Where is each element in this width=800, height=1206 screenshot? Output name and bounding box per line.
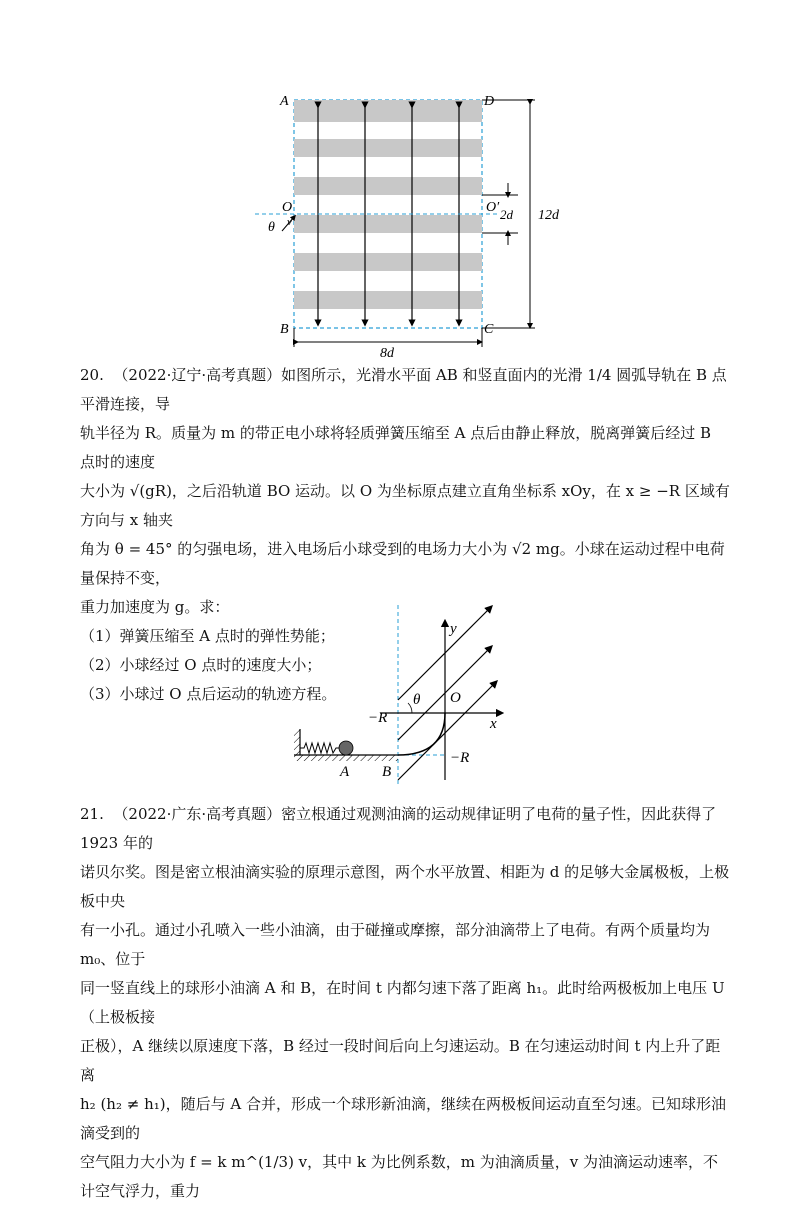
label-D: D bbox=[484, 94, 495, 109]
label-B: B bbox=[382, 764, 392, 780]
label-O: O bbox=[282, 200, 293, 215]
q21-source: （2022·广东·高考真题） bbox=[113, 805, 282, 823]
label-x: x bbox=[490, 716, 497, 732]
q21-line-1 bbox=[80, 800, 730, 858]
q21-text-1: 密立根通过观测油滴的运动规律证明了电荷的量子性，因此获得了 1923 年的 bbox=[80, 805, 717, 852]
q20-source: （2022·辽宁·高考真题） bbox=[113, 366, 282, 384]
label-theta: θ bbox=[268, 220, 275, 235]
label-A: A bbox=[280, 94, 289, 109]
spring bbox=[300, 743, 340, 753]
arc-track bbox=[398, 713, 445, 755]
gray-bands bbox=[294, 100, 482, 309]
q21-line-3: 有一小孔。通过小孔喷入一些小油滴，由于碰撞或摩擦，部分油滴带上了电荷。有两个质量均为 m₀、位于 bbox=[80, 921, 711, 968]
label-8d: 8d bbox=[380, 346, 394, 360]
label-neg-R-y: −R bbox=[450, 750, 470, 766]
figure-track-field bbox=[290, 605, 520, 785]
q20-line-5: 重力加速度为 g。求： bbox=[80, 598, 230, 616]
q21-number: 21. bbox=[80, 805, 104, 823]
q20-number: 20. bbox=[80, 366, 104, 384]
ball bbox=[339, 741, 353, 755]
figure-field-grid bbox=[200, 85, 580, 360]
q21-line-2: 诺贝尔奖。图是密立根油滴实验的原理示意图，两个水平放置、相距为 d 的足够大金属极板，上极板中央 bbox=[80, 863, 730, 910]
q21-line-6: h₂ (h₂ ≠ h₁)，随后与 A 合并，形成一个球形新油滴，继续在两极板间运动直至匀速。已知球形油滴受到的 bbox=[80, 1095, 726, 1142]
label-O: O bbox=[450, 690, 461, 706]
q21-line-7: 空气阻力大小为 f = k m^(1/3) v，其中 k 为比例系数，m 为油滴质量，v 为油滴运动速率，不计空气浮力，重力 bbox=[80, 1153, 719, 1200]
label-12d: 12d bbox=[538, 208, 559, 223]
label-C: C bbox=[484, 322, 494, 337]
q21-line-4: 同一竖直线上的球形小油滴 A 和 B，在时间 t 内都匀速下落了距离 h₁。此时给两极板加上电压 U（上极板接 bbox=[80, 979, 725, 1026]
q20-sub-1: （1）弹簧压缩至 A 点时的弹性势能； bbox=[80, 627, 335, 645]
q20-text-1: 如图所示，光滑水平面 AB 和竖直面内的光滑 1/4 圆弧导轨在 B 点平滑连接，导 bbox=[80, 366, 727, 413]
label-y: y bbox=[450, 621, 457, 637]
q20-sub-2: （2）小球经过 O 点时的速度大小； bbox=[80, 656, 322, 674]
label-A: A bbox=[340, 764, 350, 780]
q20-line-3: 大小为 √(gR)，之后沿轨道 BO 运动。以 O 为坐标原点建立直角坐标系 xOy，在 x ≥ −R 区域有方向与 x 轴夹 bbox=[80, 482, 730, 529]
q20-line-4: 角为 θ = 45° 的匀强电场，进入电场后小球受到的电场力大小为 √2 mg。小球在运动过程中电荷量保持不变， bbox=[80, 540, 725, 587]
q20-sub-3: （3）小球过 O 点后运动的轨迹方程。 bbox=[80, 685, 337, 703]
label-O-prime: O′ bbox=[486, 200, 500, 215]
label-2d: 2d bbox=[500, 207, 513, 222]
label-neg-R-x: −R bbox=[368, 710, 388, 726]
question-21 bbox=[80, 800, 730, 1206]
label-B: B bbox=[280, 322, 289, 337]
label-v: v bbox=[287, 216, 292, 228]
q20-line-2: 轨半径为 R。质量为 m 的带正电小球将轻质弹簧压缩至 A 点后由静止释放，脱离弹簧后经过 B 点时的速度 bbox=[80, 424, 711, 471]
q21-line-5: 正极），A 继续以原速度下落，B 经过一段时间后向上匀速运动。B 在匀速运动时间 t 内上升了距离 bbox=[80, 1037, 721, 1084]
label-theta: θ bbox=[413, 692, 421, 708]
q20-line-1 bbox=[80, 361, 730, 419]
